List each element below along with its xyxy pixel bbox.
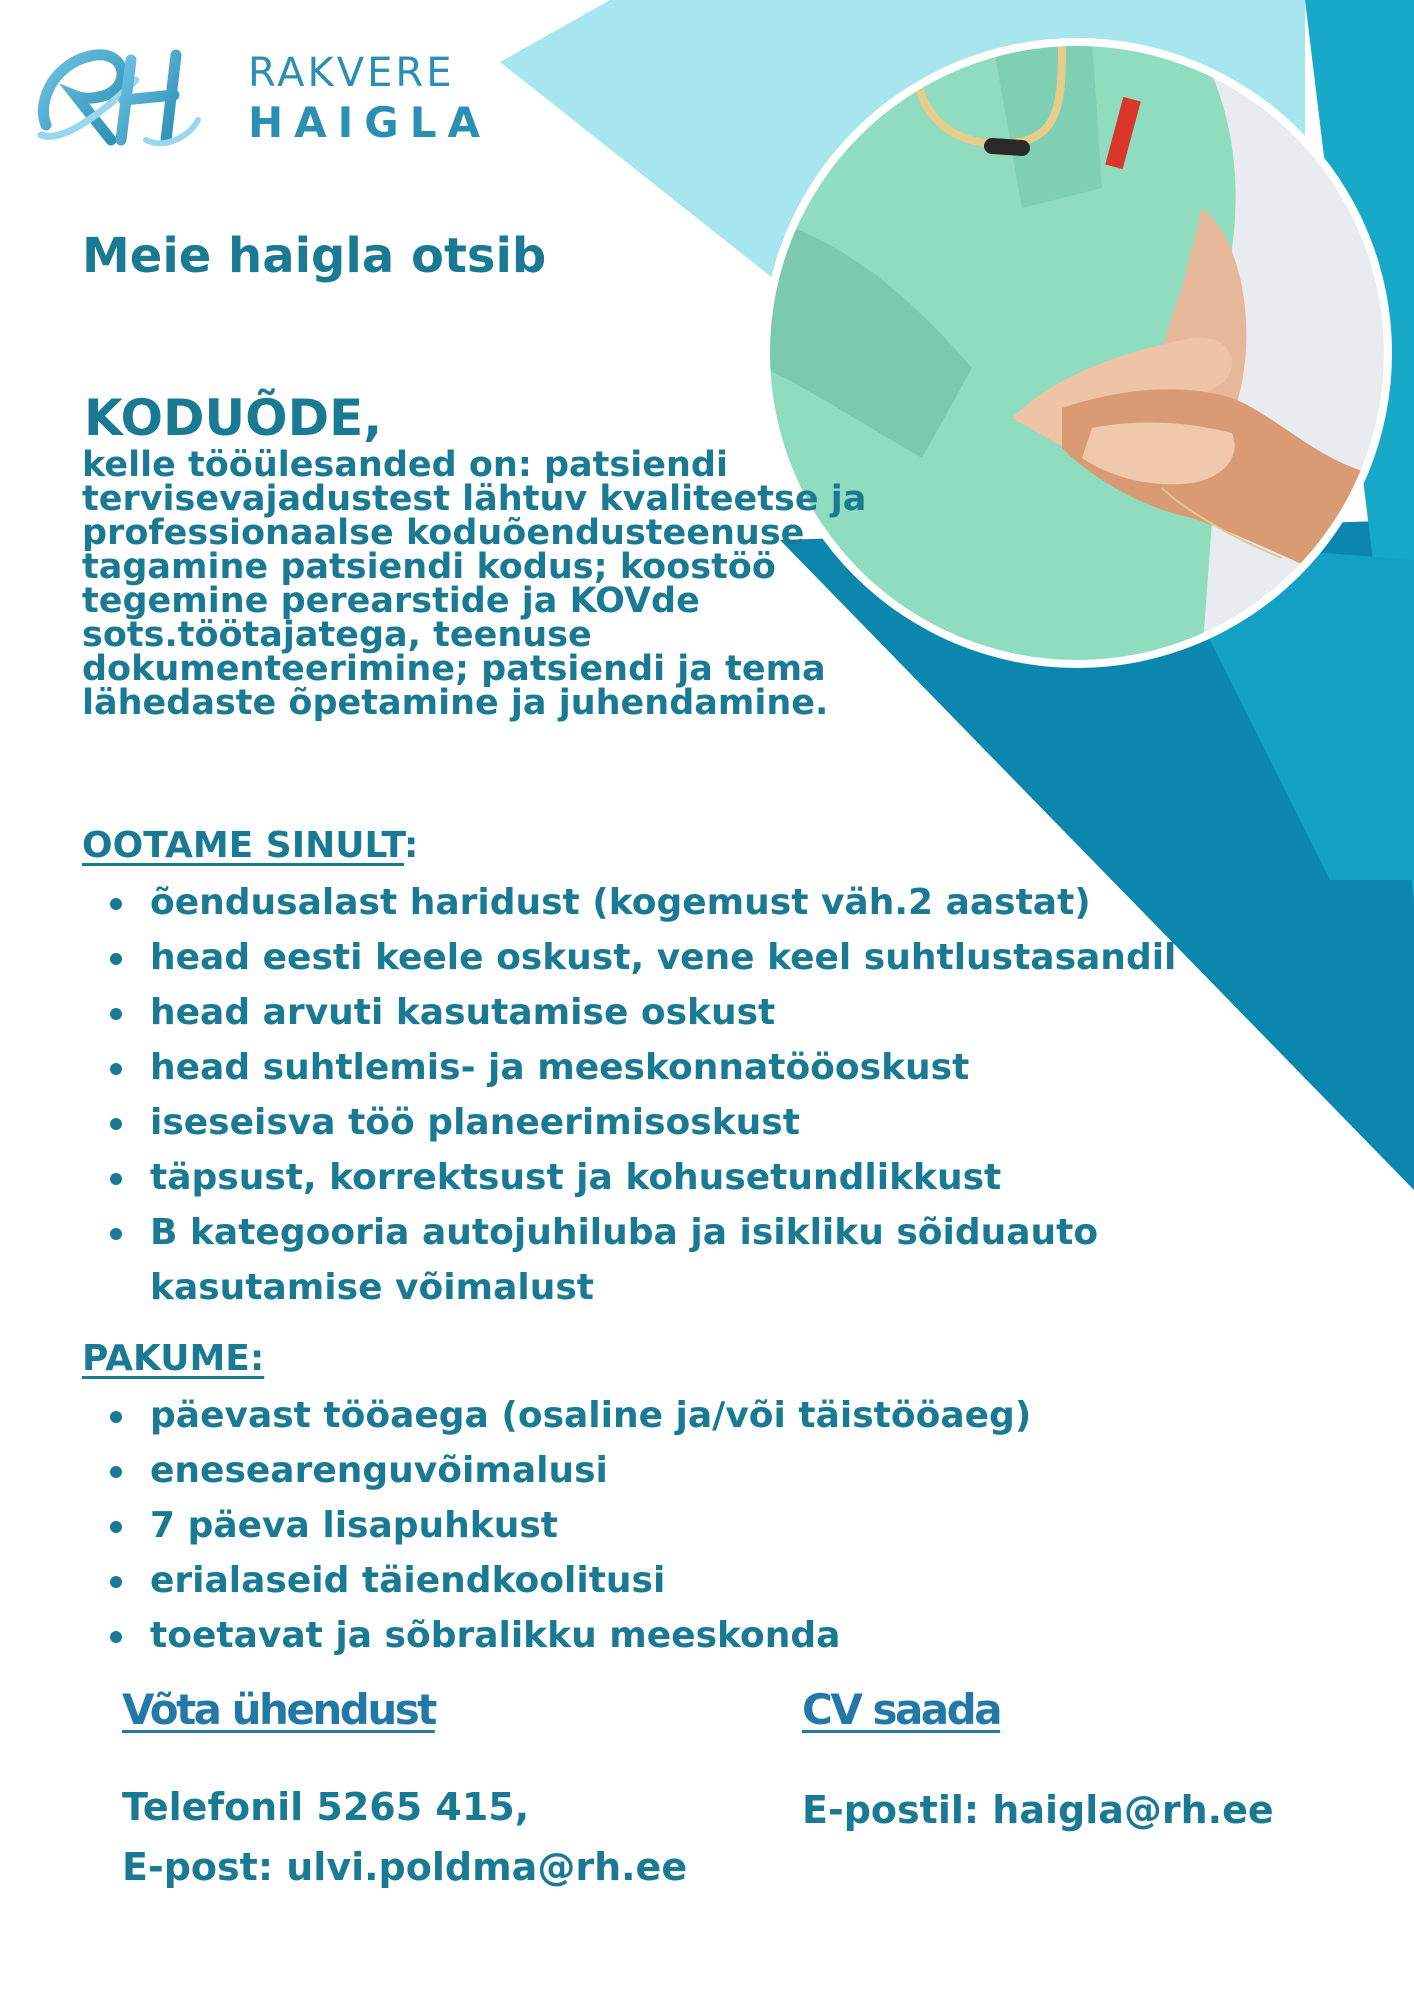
- expect-list: [110, 875, 1330, 1315]
- contact-phone: Telefonil 5265 415,: [122, 1785, 530, 1829]
- contact-email[interactable]: E-post: ulvi.poldma@rh.ee: [122, 1845, 688, 1889]
- offer-list: [110, 1388, 1330, 1663]
- hospital-logo: [26, 40, 492, 160]
- expect-heading: [82, 825, 418, 866]
- list-item: head arvuti kasutamise oskust: [110, 985, 1330, 1040]
- list-item: head suhtlemis- ja meeskonnatööoskust: [110, 1040, 1330, 1095]
- list-item: iseseisva töö planeerimisoskust: [110, 1095, 1330, 1150]
- contact-heading: Võta ühendust: [122, 1685, 435, 1734]
- logo-word-rakvere: RAKVERE: [248, 50, 455, 96]
- job-duties: kelle tööülesanded on: patsiendi tervisevajadustest lähtuv kvaliteetse ja professionaalse koduõendusteenuse tagamine patsiendi kodus; koostöö tegemine perearstide ja KOVde sots.töötajatega, teenuse dokumenteerimine; patsiendi ja tema lähedaste õpetamine ja juhendamine.: [82, 445, 867, 723]
- expect-heading-label: OOTAME SINULT: [82, 825, 405, 866]
- cv-heading: CV saada: [802, 1685, 1001, 1734]
- logo-word-haigla: HAIGLA: [248, 98, 492, 147]
- list-item: enesearenguvõimalusi: [110, 1443, 1330, 1498]
- list-item: täpsust, korrektsust ja kohusetundlikkust: [110, 1150, 1330, 1205]
- offer-heading: [82, 1338, 264, 1379]
- cv-email[interactable]: E-postil: haigla@rh.ee: [802, 1788, 1274, 1832]
- expect-heading-colon: :: [404, 825, 419, 866]
- job-title: KODUÕDE,: [84, 389, 383, 447]
- list-item: erialaseid täiendkoolitusi: [110, 1553, 1330, 1608]
- offer-heading-label: PAKUME:: [82, 1338, 265, 1379]
- list-item: toetavat ja sõbralikku meeskonda: [110, 1608, 1330, 1663]
- list-item: head eesti keele oskust, vene keel suhtlustasandil: [110, 930, 1330, 985]
- list-item: õendusalast haridust (kogemust väh.2 aastat): [110, 875, 1330, 930]
- list-item: 7 päeva lisapuhkust: [110, 1498, 1330, 1553]
- list-item: päevast tööaega (osaline ja/või täistööaeg): [110, 1388, 1330, 1443]
- rh-monogram-icon: [26, 40, 206, 160]
- page-headline: Meie haigla otsib: [82, 228, 547, 284]
- list-item: B kategooria autojuhiluba ja isikliku sõiduauto kasutamise võimalust: [110, 1205, 1280, 1315]
